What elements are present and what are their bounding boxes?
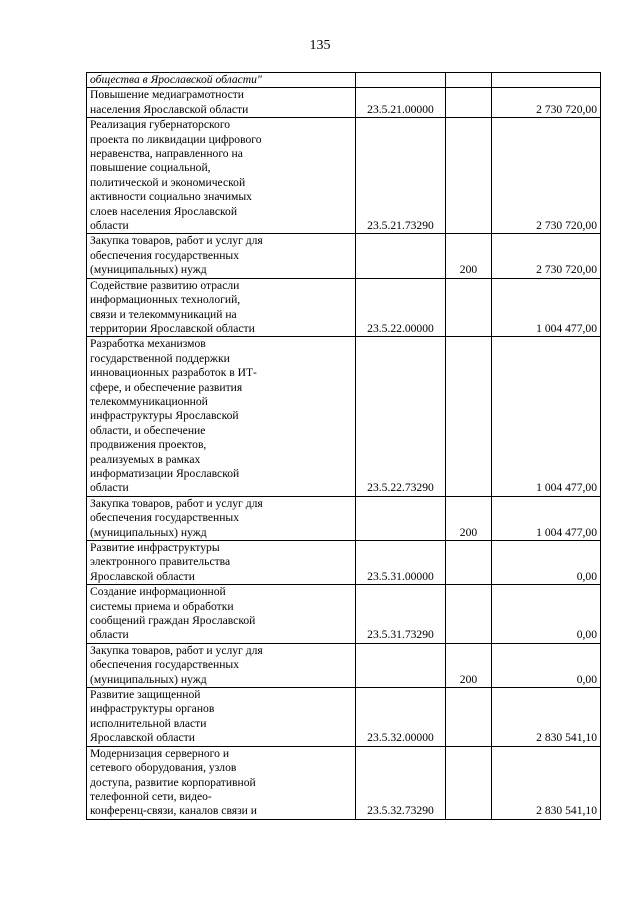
row-amount-cell: 2 830 541,10 xyxy=(492,688,601,747)
row-amount-cell: 2 730 720,00 xyxy=(492,234,601,278)
row-expense-type-cell xyxy=(446,688,492,747)
row-amount-cell: 1 004 477,00 xyxy=(492,278,601,337)
row-expense-type-cell xyxy=(446,278,492,337)
row-name-cell: Реализация губернаторского проекта по ликвидации цифрового неравенства, направленного на повышение социальной, политической и экономической активности социально значимых слоев населения Ярославской области xyxy=(87,118,356,234)
row-name-cell: Разработка механизмов государственной поддержки инновационных разработок в ИТ- сфере, и обеспечение развития телекоммуникационной инфраструктуры Ярославской области, и обеспечение продвижения проектов, реализуемых в рамках информатизации Ярославской области xyxy=(87,337,356,496)
row-expense-type-cell xyxy=(446,88,492,118)
row-name-cell: Закупка товаров, работ и услуг для обеспечения государственных (муниципальных) нужд xyxy=(87,496,356,540)
table-row xyxy=(87,234,601,278)
row-name-cell: Закупка товаров, работ и услуг для обеспечения государственных (муниципальных) нужд xyxy=(87,643,356,687)
row-expense-type-cell: 200 xyxy=(446,496,492,540)
row-name-cell: Развитие инфраструктуры электронного правительства Ярославской области xyxy=(87,541,356,585)
row-expense-type-cell xyxy=(446,541,492,585)
table-row xyxy=(87,643,601,687)
row-amount-cell: 2 830 541,10 xyxy=(492,746,601,819)
table-row xyxy=(87,337,601,496)
row-name-cell: Повышение медиаграмотности населения Ярославской области xyxy=(87,88,356,118)
table-row xyxy=(87,496,601,540)
page-number: 135 xyxy=(309,38,331,53)
row-expense-type-cell xyxy=(446,337,492,496)
row-code-cell: 23.5.22.73290 xyxy=(356,337,446,496)
table-row xyxy=(87,278,601,337)
row-name-cell: Модернизация серверного и сетевого оборудования, узлов доступа, развитие корпоративной телефонной сети, видео- конференц-связи, каналов связи и xyxy=(87,746,356,819)
table-row xyxy=(87,88,601,118)
row-name-cell: Создание информационной системы приема и обработки сообщений граждан Ярославской области xyxy=(87,585,356,644)
budget-table xyxy=(86,72,601,820)
table-row xyxy=(87,73,601,88)
row-amount-cell xyxy=(492,73,601,88)
row-code-cell: 23.5.21.00000 xyxy=(356,88,446,118)
row-code-cell: 23.5.32.00000 xyxy=(356,688,446,747)
row-name-cell: общества в Ярославской области" xyxy=(87,73,356,88)
row-amount-cell: 0,00 xyxy=(492,585,601,644)
row-amount-cell: 0,00 xyxy=(492,643,601,687)
row-name-cell: Содействие развитию отрасли информационных технологий, связи и телекоммуникаций на территории Ярославской области xyxy=(87,278,356,337)
row-code-cell xyxy=(356,496,446,540)
row-code-cell: 23.5.31.00000 xyxy=(356,541,446,585)
row-expense-type-cell xyxy=(446,73,492,88)
row-expense-type-cell xyxy=(446,746,492,819)
row-amount-cell: 2 730 720,00 xyxy=(492,88,601,118)
row-expense-type-cell: 200 xyxy=(446,643,492,687)
row-amount-cell: 1 004 477,00 xyxy=(492,337,601,496)
row-amount-cell: 1 004 477,00 xyxy=(492,496,601,540)
table-row xyxy=(87,746,601,819)
row-amount-cell: 2 730 720,00 xyxy=(492,118,601,234)
row-amount-cell: 0,00 xyxy=(492,541,601,585)
budget-table-body xyxy=(87,73,601,820)
row-expense-type-cell xyxy=(446,118,492,234)
row-code-cell xyxy=(356,234,446,278)
row-code-cell xyxy=(356,643,446,687)
row-code-cell: 23.5.32.73290 xyxy=(356,746,446,819)
row-expense-type-cell: 200 xyxy=(446,234,492,278)
table-row xyxy=(87,585,601,644)
row-code-cell xyxy=(356,73,446,88)
table-row xyxy=(87,541,601,585)
row-code-cell: 23.5.21.73290 xyxy=(356,118,446,234)
row-name-cell: Закупка товаров, работ и услуг для обеспечения государственных (муниципальных) нужд xyxy=(87,234,356,278)
row-code-cell: 23.5.22.00000 xyxy=(356,278,446,337)
row-expense-type-cell xyxy=(446,585,492,644)
row-code-cell: 23.5.31.73290 xyxy=(356,585,446,644)
row-name-cell: Развитие защищенной инфраструктуры органов исполнительной власти Ярославской области xyxy=(87,688,356,747)
table-row xyxy=(87,118,601,234)
table-row xyxy=(87,688,601,747)
